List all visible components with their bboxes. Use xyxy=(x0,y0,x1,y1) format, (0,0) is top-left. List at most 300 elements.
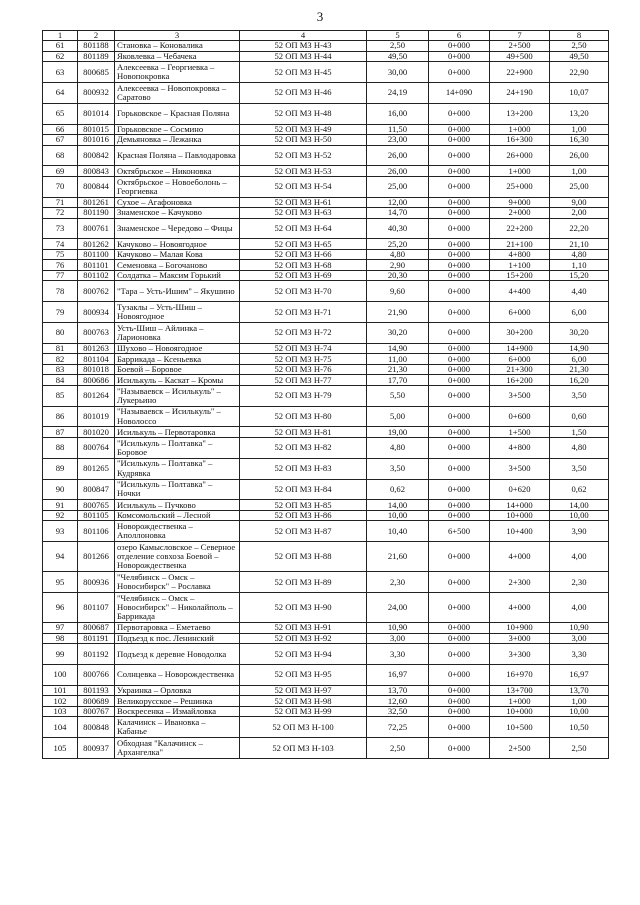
road-code: 800934 xyxy=(78,302,115,323)
km-end: 9+000 xyxy=(490,197,550,208)
km-start: 0+000 xyxy=(429,208,490,219)
table-row xyxy=(43,633,609,644)
km-start: 0+000 xyxy=(429,633,490,644)
road-length: 11,50 xyxy=(367,124,429,135)
road-name: "Челябинск – Омск – Новосибирск" – Николайполь – Баррикада xyxy=(115,593,240,623)
row-number: 80 xyxy=(43,323,78,344)
km-end: 13+200 xyxy=(490,103,550,124)
column-header: 8 xyxy=(550,31,609,41)
row-number: 70 xyxy=(43,176,78,197)
road-name: Великорусское – Решинка xyxy=(115,696,240,707)
road-id: 52 ОП МЗ Н-92 xyxy=(240,633,367,644)
km-end: 16+970 xyxy=(490,665,550,686)
section-length: 10,90 xyxy=(550,623,609,634)
row-number: 68 xyxy=(43,145,78,166)
road-name: Первотаровка – Еметаево xyxy=(115,623,240,634)
road-code: 800848 xyxy=(78,717,115,738)
row-number: 64 xyxy=(43,83,78,104)
road-code: 800686 xyxy=(78,375,115,386)
row-number: 90 xyxy=(43,479,78,500)
section-length: 9,00 xyxy=(550,197,609,208)
road-name: Сухое – Агафоновка xyxy=(115,197,240,208)
section-length: 25,00 xyxy=(550,176,609,197)
road-name: Алексеевка – Новопокровка – Саратово xyxy=(115,83,240,104)
road-id: 52 ОП МЗ Н-44 xyxy=(240,51,367,62)
km-end: 22+200 xyxy=(490,218,550,239)
road-name: Новорождественка – Аполлоновка xyxy=(115,521,240,542)
row-number: 88 xyxy=(43,437,78,458)
road-code: 800687 xyxy=(78,623,115,634)
road-code: 800765 xyxy=(78,500,115,511)
road-id: 52 ОП МЗ Н-85 xyxy=(240,500,367,511)
table-row xyxy=(43,593,609,623)
road-id: 52 ОП МЗ Н-97 xyxy=(240,685,367,696)
road-id: 52 ОП МЗ Н-89 xyxy=(240,572,367,593)
road-code: 801105 xyxy=(78,510,115,521)
road-id: 52 ОП МЗ Н-70 xyxy=(240,281,367,302)
road-code: 801106 xyxy=(78,521,115,542)
road-name: Воскресенка – Измайловка xyxy=(115,706,240,717)
road-name: Баррикада – Ксеньевка xyxy=(115,354,240,365)
table-row xyxy=(43,239,609,250)
table-row xyxy=(43,124,609,135)
km-start: 0+000 xyxy=(429,302,490,323)
table-row xyxy=(43,51,609,62)
road-length: 10,90 xyxy=(367,623,429,634)
km-start: 0+000 xyxy=(429,738,490,759)
road-id: 52 ОП МЗ Н-83 xyxy=(240,458,367,479)
km-start: 0+000 xyxy=(429,270,490,281)
road-length: 16,97 xyxy=(367,665,429,686)
km-start: 0+000 xyxy=(429,323,490,344)
road-id: 52 ОП МЗ Н-46 xyxy=(240,83,367,104)
row-number: 103 xyxy=(43,706,78,717)
section-length: 4,80 xyxy=(550,437,609,458)
road-id: 52 ОП МЗ Н-95 xyxy=(240,665,367,686)
section-length: 0,62 xyxy=(550,479,609,500)
road-id: 52 ОП МЗ Н-79 xyxy=(240,385,367,406)
table-row xyxy=(43,521,609,542)
table-row xyxy=(43,41,609,52)
road-length: 40,30 xyxy=(367,218,429,239)
km-end: 4+000 xyxy=(490,542,550,572)
road-name: Солдатка – Максим Горький xyxy=(115,270,240,281)
row-number: 93 xyxy=(43,521,78,542)
road-code: 801261 xyxy=(78,197,115,208)
km-end: 10+000 xyxy=(490,706,550,717)
road-length: 24,00 xyxy=(367,593,429,623)
table-row xyxy=(43,83,609,104)
table-row xyxy=(43,145,609,166)
road-id: 52 ОП МЗ Н-63 xyxy=(240,208,367,219)
km-end: 49+500 xyxy=(490,51,550,62)
road-id: 52 ОП МЗ Н-75 xyxy=(240,354,367,365)
road-length: 21,60 xyxy=(367,542,429,572)
road-code: 800685 xyxy=(78,62,115,83)
km-start: 0+000 xyxy=(429,239,490,250)
table-row xyxy=(43,375,609,386)
section-length: 49,50 xyxy=(550,51,609,62)
column-header: 7 xyxy=(490,31,550,41)
road-code: 800689 xyxy=(78,696,115,707)
km-start: 6+500 xyxy=(429,521,490,542)
road-length: 49,50 xyxy=(367,51,429,62)
km-start: 0+000 xyxy=(429,364,490,375)
road-id: 52 ОП МЗ Н-68 xyxy=(240,260,367,271)
table-row xyxy=(43,685,609,696)
road-length: 26,00 xyxy=(367,166,429,177)
road-length: 24,19 xyxy=(367,83,429,104)
row-number: 72 xyxy=(43,208,78,219)
section-length: 21,10 xyxy=(550,239,609,250)
road-length: 19,00 xyxy=(367,427,429,438)
km-start: 0+000 xyxy=(429,542,490,572)
km-start: 0+000 xyxy=(429,354,490,365)
row-number: 83 xyxy=(43,364,78,375)
table-row xyxy=(43,62,609,83)
road-length: 12,60 xyxy=(367,696,429,707)
road-length: 3,00 xyxy=(367,633,429,644)
row-number: 105 xyxy=(43,738,78,759)
table-row xyxy=(43,166,609,177)
road-name: Тузаклы – Усть-Шиш – Новоягодное xyxy=(115,302,240,323)
road-name: Октябрьское – Новоеболонь – Георгиевка xyxy=(115,176,240,197)
km-start: 0+000 xyxy=(429,135,490,146)
road-code: 801100 xyxy=(78,249,115,260)
section-length: 1,00 xyxy=(550,696,609,707)
km-end: 4+800 xyxy=(490,249,550,260)
table-row xyxy=(43,249,609,260)
road-id: 52 ОП МЗ Н-53 xyxy=(240,166,367,177)
road-name: Шухово – Новоягодное xyxy=(115,343,240,354)
road-name: "Челябинск – Омск – Новосибирск" – Рославка xyxy=(115,572,240,593)
road-id: 52 ОП МЗ Н-98 xyxy=(240,696,367,707)
row-number: 63 xyxy=(43,62,78,83)
road-name: Комсомольский – Лесной xyxy=(115,510,240,521)
road-name: Боевой – Боровое xyxy=(115,364,240,375)
section-length: 22,20 xyxy=(550,218,609,239)
section-length: 30,20 xyxy=(550,323,609,344)
row-number: 75 xyxy=(43,249,78,260)
road-name: Исилькуль – Каскат – Кромы xyxy=(115,375,240,386)
table-header-row xyxy=(43,31,609,41)
km-end: 30+200 xyxy=(490,323,550,344)
road-code: 801189 xyxy=(78,51,115,62)
km-end: 6+000 xyxy=(490,302,550,323)
road-id: 52 ОП МЗ Н-88 xyxy=(240,542,367,572)
row-number: 82 xyxy=(43,354,78,365)
table-row xyxy=(43,437,609,458)
road-length: 14,90 xyxy=(367,343,429,354)
row-number: 94 xyxy=(43,542,78,572)
table-row xyxy=(43,717,609,738)
km-start: 0+000 xyxy=(429,437,490,458)
road-name: Подъезд к деревне Новодолка xyxy=(115,644,240,665)
road-code: 801101 xyxy=(78,260,115,271)
road-code: 801018 xyxy=(78,364,115,375)
road-name: Красная Поляна – Павлодаровка xyxy=(115,145,240,166)
km-end: 1+500 xyxy=(490,427,550,438)
section-length: 15,20 xyxy=(550,270,609,281)
road-id: 52 ОП МЗ Н-49 xyxy=(240,124,367,135)
table-row xyxy=(43,354,609,365)
road-code: 801190 xyxy=(78,208,115,219)
section-length: 3,90 xyxy=(550,521,609,542)
road-code: 801016 xyxy=(78,135,115,146)
section-length: 3,30 xyxy=(550,644,609,665)
road-code: 801262 xyxy=(78,239,115,250)
row-number: 67 xyxy=(43,135,78,146)
section-length: 10,50 xyxy=(550,717,609,738)
row-number: 104 xyxy=(43,717,78,738)
road-code: 801191 xyxy=(78,633,115,644)
road-code: 800767 xyxy=(78,706,115,717)
section-length: 3,00 xyxy=(550,633,609,644)
road-code: 801107 xyxy=(78,593,115,623)
km-end: 14+900 xyxy=(490,343,550,354)
road-length: 2,30 xyxy=(367,572,429,593)
road-name: Горьковское – Красная Поляна xyxy=(115,103,240,124)
km-end: 25+000 xyxy=(490,176,550,197)
road-name: "Исилькуль – Полтавка" – Кудрявка xyxy=(115,458,240,479)
road-id: 52 ОП МЗ Н-61 xyxy=(240,197,367,208)
column-header: 3 xyxy=(115,31,240,41)
row-number: 87 xyxy=(43,427,78,438)
road-id: 52 ОП МЗ Н-72 xyxy=(240,323,367,344)
road-name: Качуково – Новоягодное xyxy=(115,239,240,250)
table-row xyxy=(43,135,609,146)
table-row xyxy=(43,281,609,302)
km-start: 0+000 xyxy=(429,41,490,52)
road-length: 21,30 xyxy=(367,364,429,375)
road-length: 25,20 xyxy=(367,239,429,250)
road-code: 801264 xyxy=(78,385,115,406)
section-length: 2,50 xyxy=(550,738,609,759)
section-length: 4,80 xyxy=(550,249,609,260)
km-end: 3+300 xyxy=(490,644,550,665)
road-length: 4,80 xyxy=(367,437,429,458)
road-length: 0,62 xyxy=(367,479,429,500)
road-length: 5,00 xyxy=(367,406,429,427)
road-code: 800847 xyxy=(78,479,115,500)
section-length: 4,40 xyxy=(550,281,609,302)
road-id: 52 ОП МЗ Н-91 xyxy=(240,623,367,634)
table-row xyxy=(43,197,609,208)
km-end: 13+700 xyxy=(490,685,550,696)
km-start: 0+000 xyxy=(429,479,490,500)
road-name: "Тара – Усть-Ишим" – Якушино xyxy=(115,281,240,302)
row-number: 62 xyxy=(43,51,78,62)
row-number: 86 xyxy=(43,406,78,427)
km-end: 4+000 xyxy=(490,593,550,623)
km-start: 0+000 xyxy=(429,623,490,634)
row-number: 92 xyxy=(43,510,78,521)
road-code: 801193 xyxy=(78,685,115,696)
km-end: 1+000 xyxy=(490,696,550,707)
km-start: 0+000 xyxy=(429,124,490,135)
road-length: 3,30 xyxy=(367,644,429,665)
road-id: 52 ОП МЗ Н-45 xyxy=(240,62,367,83)
road-name: Качуково – Малая Кова xyxy=(115,249,240,260)
road-length: 3,50 xyxy=(367,458,429,479)
row-number: 74 xyxy=(43,239,78,250)
road-code: 801263 xyxy=(78,343,115,354)
section-length: 10,07 xyxy=(550,83,609,104)
row-number: 73 xyxy=(43,218,78,239)
km-start: 0+000 xyxy=(429,103,490,124)
road-name: Солнцевка – Новорождественка xyxy=(115,665,240,686)
road-name: Исилькуль – Первотаровка xyxy=(115,427,240,438)
table-row xyxy=(43,572,609,593)
road-code: 800764 xyxy=(78,437,115,458)
road-name: Знаменское – Чередово – Фицы xyxy=(115,218,240,239)
km-end: 1+000 xyxy=(490,124,550,135)
table-row xyxy=(43,302,609,323)
row-number: 78 xyxy=(43,281,78,302)
road-id: 52 ОП МЗ Н-99 xyxy=(240,706,367,717)
km-end: 2+300 xyxy=(490,572,550,593)
section-length: 10,00 xyxy=(550,706,609,717)
km-end: 15+200 xyxy=(490,270,550,281)
section-length: 4,00 xyxy=(550,542,609,572)
km-end: 0+620 xyxy=(490,479,550,500)
row-number: 61 xyxy=(43,41,78,52)
table-row xyxy=(43,623,609,634)
km-start: 0+000 xyxy=(429,406,490,427)
road-name: "Называевск – Исилькуль" – Лукерьино xyxy=(115,385,240,406)
km-start: 0+000 xyxy=(429,510,490,521)
section-length: 3,50 xyxy=(550,458,609,479)
road-code: 801102 xyxy=(78,270,115,281)
road-id: 52 ОП МЗ Н-81 xyxy=(240,427,367,438)
road-id: 52 ОП МЗ Н-54 xyxy=(240,176,367,197)
road-name: Яковлевка – Чебачека xyxy=(115,51,240,62)
km-end: 10+000 xyxy=(490,510,550,521)
road-name: Усть-Шиш – Айлинка – Ларионовка xyxy=(115,323,240,344)
km-end: 16+300 xyxy=(490,135,550,146)
road-name: Подъезд к пос. Ленинский xyxy=(115,633,240,644)
road-name: Калачинск – Ивановка – Кабанье xyxy=(115,717,240,738)
row-number: 66 xyxy=(43,124,78,135)
km-start: 0+000 xyxy=(429,51,490,62)
road-code: 801015 xyxy=(78,124,115,135)
road-name: Демьяновка – Лежанка xyxy=(115,135,240,146)
road-code: 801104 xyxy=(78,354,115,365)
row-number: 71 xyxy=(43,197,78,208)
road-length: 9,60 xyxy=(367,281,429,302)
road-id: 52 ОП МЗ Н-48 xyxy=(240,103,367,124)
km-end: 21+100 xyxy=(490,239,550,250)
road-code: 801192 xyxy=(78,644,115,665)
road-id: 52 ОП МЗ Н-66 xyxy=(240,249,367,260)
road-id: 52 ОП МЗ Н-69 xyxy=(240,270,367,281)
km-start: 0+000 xyxy=(429,696,490,707)
road-code: 800762 xyxy=(78,281,115,302)
km-end: 2+000 xyxy=(490,208,550,219)
row-number: 69 xyxy=(43,166,78,177)
section-length: 16,20 xyxy=(550,375,609,386)
table-row xyxy=(43,458,609,479)
road-id: 52 ОП МЗ Н-103 xyxy=(240,738,367,759)
road-length: 5,50 xyxy=(367,385,429,406)
km-start: 0+000 xyxy=(429,665,490,686)
road-length: 20,30 xyxy=(367,270,429,281)
km-end: 10+500 xyxy=(490,717,550,738)
page-number: 3 xyxy=(316,9,324,24)
road-length: 11,00 xyxy=(367,354,429,365)
km-start: 0+000 xyxy=(429,145,490,166)
table-row xyxy=(43,542,609,572)
row-number: 99 xyxy=(43,644,78,665)
road-code: 801019 xyxy=(78,406,115,427)
section-length: 10,00 xyxy=(550,510,609,521)
km-start: 0+000 xyxy=(429,260,490,271)
table-row xyxy=(43,270,609,281)
km-end: 22+900 xyxy=(490,62,550,83)
km-end: 3+500 xyxy=(490,458,550,479)
km-start: 0+000 xyxy=(429,281,490,302)
table-row xyxy=(43,323,609,344)
row-number: 77 xyxy=(43,270,78,281)
km-start: 0+000 xyxy=(429,458,490,479)
section-length: 1,00 xyxy=(550,166,609,177)
km-start: 0+000 xyxy=(429,500,490,511)
row-number: 101 xyxy=(43,685,78,696)
km-end: 10+400 xyxy=(490,521,550,542)
section-length: 0,60 xyxy=(550,406,609,427)
km-end: 10+900 xyxy=(490,623,550,634)
km-end: 4+400 xyxy=(490,281,550,302)
row-number: 65 xyxy=(43,103,78,124)
section-length: 2,30 xyxy=(550,572,609,593)
km-start: 0+000 xyxy=(429,218,490,239)
road-code: 800937 xyxy=(78,738,115,759)
table-row xyxy=(43,738,609,759)
km-start: 0+000 xyxy=(429,375,490,386)
road-length: 30,20 xyxy=(367,323,429,344)
km-start: 0+000 xyxy=(429,706,490,717)
section-length: 6,00 xyxy=(550,354,609,365)
road-length: 23,00 xyxy=(367,135,429,146)
table-row xyxy=(43,644,609,665)
road-id: 52 ОП МЗ Н-82 xyxy=(240,437,367,458)
road-name: Семеновка – Богочаново xyxy=(115,260,240,271)
section-length: 4,00 xyxy=(550,593,609,623)
road-code: 800843 xyxy=(78,166,115,177)
table-row xyxy=(43,208,609,219)
km-start: 0+000 xyxy=(429,427,490,438)
road-id: 52 ОП МЗ Н-71 xyxy=(240,302,367,323)
km-end: 2+500 xyxy=(490,41,550,52)
km-end: 4+800 xyxy=(490,437,550,458)
road-id: 52 ОП МЗ Н-52 xyxy=(240,145,367,166)
road-id: 52 ОП МЗ Н-80 xyxy=(240,406,367,427)
km-end: 26+000 xyxy=(490,145,550,166)
table-row xyxy=(43,665,609,686)
column-header: 2 xyxy=(78,31,115,41)
road-code: 800761 xyxy=(78,218,115,239)
road-id: 52 ОП МЗ Н-94 xyxy=(240,644,367,665)
table-row xyxy=(43,176,609,197)
road-name: "Исилькуль – Полтавка" – Ночки xyxy=(115,479,240,500)
road-length: 14,00 xyxy=(367,500,429,511)
road-id: 52 ОП МЗ Н-77 xyxy=(240,375,367,386)
km-start: 0+000 xyxy=(429,166,490,177)
row-number: 98 xyxy=(43,633,78,644)
road-code: 801014 xyxy=(78,103,115,124)
column-header: 4 xyxy=(240,31,367,41)
km-start: 0+000 xyxy=(429,176,490,197)
